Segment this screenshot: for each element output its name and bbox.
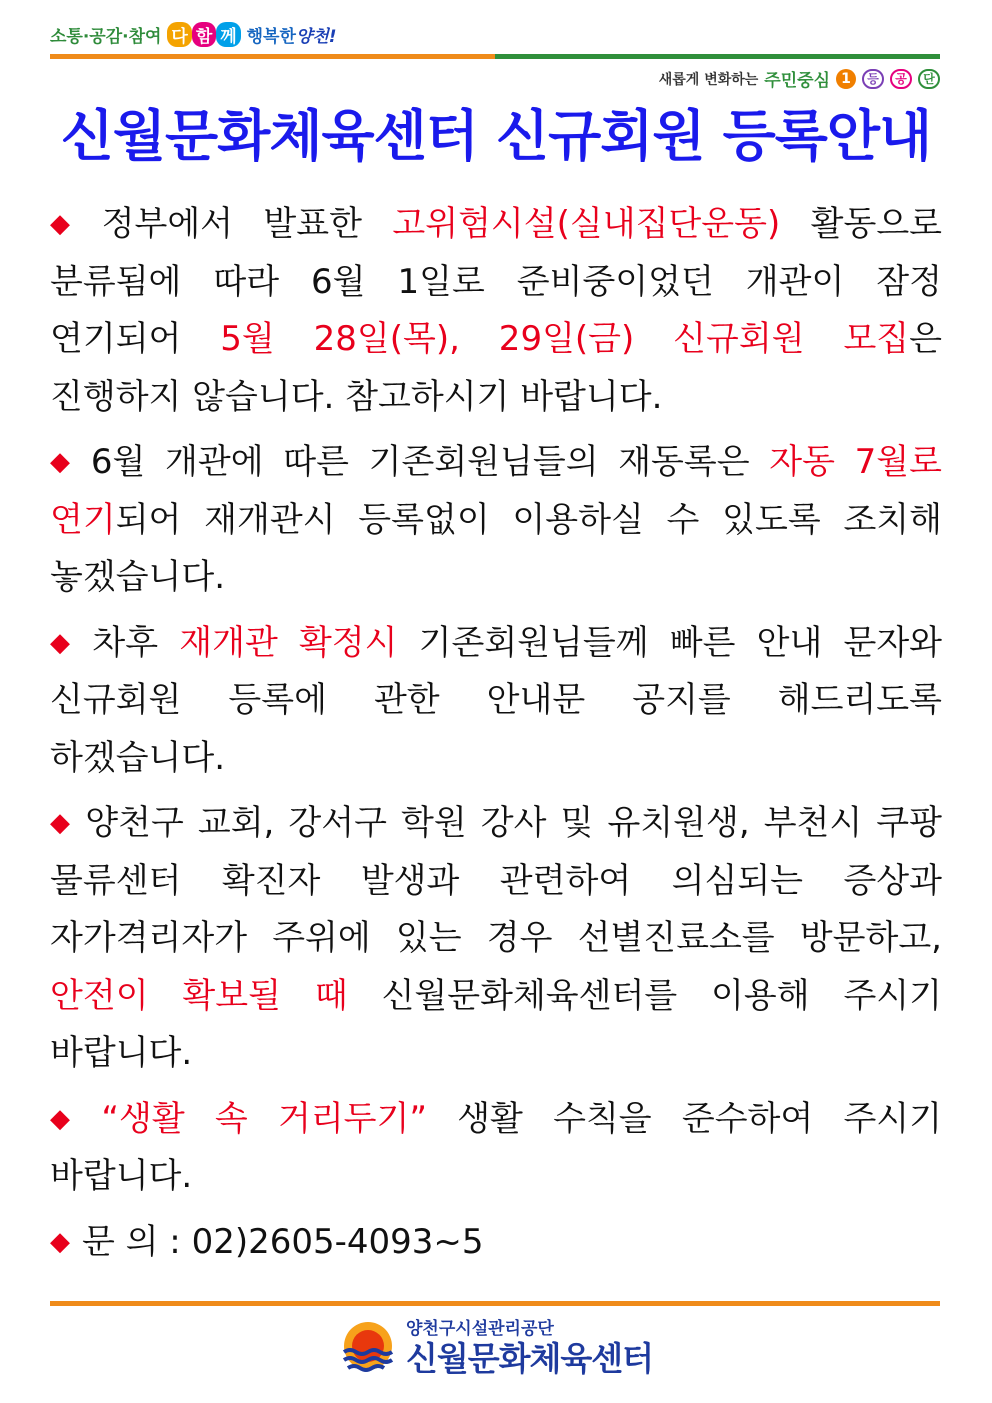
highlight-text: 안전이 확보될 때: [50, 975, 348, 1016]
contact-phone: 02)2605-4093~5: [191, 1221, 484, 1262]
highlight-text: 재개관 확정시: [179, 622, 398, 663]
notice-paragraph-2: ◆ 6월 개관에 따른 기존회원님들의 재동록은 자동 7월로 연기되어 재개관시 등록없이 이용하실 수 있도록 조치해 놓겠습니다.: [50, 442, 942, 597]
footer-logo-block: [340, 1318, 653, 1378]
motto-circle-3: 단: [918, 69, 940, 89]
contact-label: 문 의 :: [82, 1221, 181, 1262]
motto-circle-2: 공: [890, 69, 912, 89]
bottom-divider: [50, 1301, 940, 1306]
footer-org-name: 양천구시설관리공단: [406, 1319, 554, 1339]
footer-text: [406, 1318, 653, 1378]
sun-wave-logo-icon: [340, 1320, 396, 1376]
notice-body: [50, 196, 942, 1279]
slogan-prefix: 소통·공감·참여: [50, 27, 162, 47]
diamond-bullet-icon: ◆: [50, 1103, 90, 1134]
page-title: 신월문화체육센터 신규회원 등록안내: [60, 104, 932, 168]
slogan-ham: 함: [192, 22, 216, 47]
header-slogan: [50, 22, 337, 47]
highlight-text: 5월 28일(목), 29일(금) 신규회원 모집: [220, 319, 910, 359]
diamond-bullet-icon: ◆: [50, 447, 79, 477]
motto-circle-1: 등: [862, 69, 884, 89]
notice-paragraph-5: ◆ “생활 속 거리두기” 생활 수칙을 준수하여 주시기 바랍니다.: [50, 1098, 942, 1196]
motto-prefix: 새롭게 변화하는: [658, 71, 759, 88]
contact-line: [50, 1214, 942, 1272]
notice-paragraph-4: ◆ 양천구 교회, 강서구 학원 강사 및 유치원생, 부천시 쿠팡 물류센터 확진자 발생과 관련하여 의심되는 증상과 자가격리자가 주위에 있는 경우 선별진료소를 방문하고, 안전이 확보될 때 신월문화체육센터를 이용해 주시기 바랍니다.: [50, 803, 942, 1073]
diamond-bullet-icon: ◆: [50, 808, 74, 838]
motto-main: 주민중심: [764, 71, 830, 91]
slogan-da: 다: [167, 22, 191, 47]
notice-paragraph-1: ◆ 정부에서 발표한 고위험시설(실내집단운동) 활동으로 분류됨에 따라 6월 1일로 준비중이었던 개관이 잠정 연기되어 5월 28일(목), 29일(금) 신규회원 모집은 진행하지 않습니다. 참고하시기 바랍니다.: [50, 204, 943, 417]
slogan-city: 양천!: [295, 27, 337, 47]
diamond-bullet-icon: ◆: [50, 1226, 70, 1257]
highlight-text: 자동 7월로 연기: [50, 442, 942, 540]
diamond-bullet-icon: ◆: [50, 627, 81, 658]
highlight-text: “생활 속 거리두기”: [101, 1098, 427, 1139]
notice-paragraph-3: ◆ 차후 재개관 확정시 기존회원님들께 빠른 안내 문자와 신규회원 등록에 관한 안내문 공지를 해드리도록 하겠습니다.: [50, 622, 943, 778]
slogan-ke: 께: [216, 22, 240, 47]
top-divider: [50, 54, 940, 59]
footer-center-name: 신월문화체육센터: [406, 1339, 654, 1378]
slogan-haeng: 행복한: [246, 27, 296, 47]
diamond-bullet-icon: ◆: [50, 209, 90, 239]
highlight-text: 고위험시설(실내집단운동): [392, 204, 781, 244]
header-motto: [659, 66, 940, 91]
motto-number-icon: 1: [836, 69, 856, 89]
